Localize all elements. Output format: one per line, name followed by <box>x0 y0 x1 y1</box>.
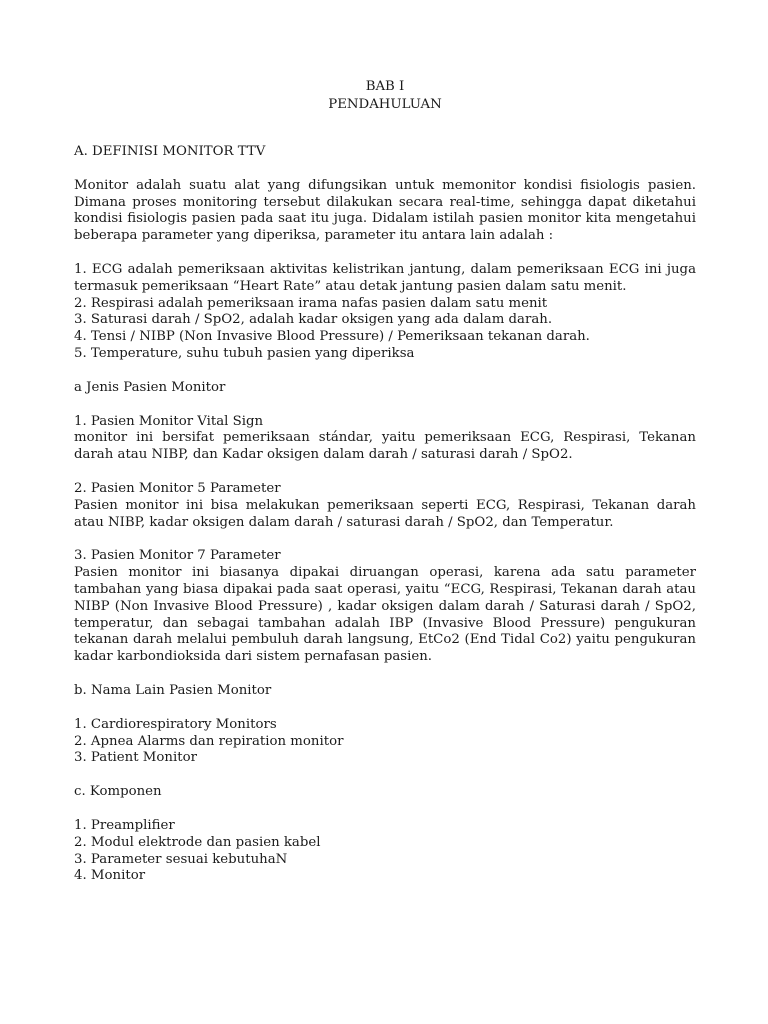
chapter-title: PENDAHULUAN <box>328 97 442 112</box>
list-item: 4. Tensi / NIBP (Non Invasive Blood Pressure) / Pemeriksaan tekanan darah. <box>74 329 590 345</box>
list-item: 1. Preamplifier <box>74 817 175 833</box>
jenis-entry-body: Pasien monitor ini biasanya dipakai diruangan operasi, karena ada satu parameter tambahan yang biasa dipakai pada saat operasi, yaitu “ECG, Respirasi, Tekanan darah atau NIBP (Non Invasive Blood Pressure) , kadar oksigen dalam darah / Saturasi darah / SpO2, temperatur, dan sebagai tambahan adalah IBP (Invasive Blood Pressure) pengukuran tekanan darah melalui pembuluh darah langsung, EtCo2 (End Tidal Co2) yaitu pengukuran kadar karbondioksida dari sistem pernafasan pasien. <box>74 565 696 665</box>
jenis-entry-body: monitor ini bersifat pemeriksaan stándar, yaitu pemeriksaan ECG, Respirasi, Tekanan darah atau NIBP, dan Kadar oksigen dalam darah / saturasi darah / SpO2. <box>74 430 696 463</box>
list-item: 2. Respirasi adalah pemeriksaan irama nafas pasien dalam satu menit <box>74 295 548 311</box>
parameter-list <box>74 262 696 363</box>
list-item: 3. Saturasi darah / SpO2, adalah kadar oksigen yang ada dalam darah. <box>74 312 553 328</box>
jenis-entry-body: Pasien monitor ini bisa melakukan pemeriksaan seperti ECG, Respirasi, Tekanan darah atau NIBP, kadar oksigen dalam darah / saturasi darah / SpO2, dan Temperatur. <box>74 497 696 530</box>
komponen-heading: c. Komponen <box>74 784 162 800</box>
document-content <box>74 78 696 885</box>
jenis-entry-title: 3. Pasien Monitor 7 Parameter <box>74 548 281 564</box>
section-a-heading: A. DEFINISI MONITOR TTV <box>74 144 266 159</box>
jenis-heading: a Jenis Pasien Monitor <box>74 379 226 395</box>
list-item: 2. Apnea Alarms dan repiration monitor <box>74 733 344 749</box>
chapter-number: BAB I <box>365 79 405 94</box>
list-item: 1. ECG adalah pemeriksaan aktivitas kelistrikan jantung, dalam pemeriksaan ECG ini juga termasuk pemeriksaan “Heart Rate” atau detak jantung pasien dalam satu menit. <box>74 261 696 294</box>
list-item: 5. Temperature, suhu tubuh pasien yang diperiksa <box>74 345 415 361</box>
nama-lain-heading: b. Nama Lain Pasien Monitor <box>74 682 272 698</box>
jenis-entry <box>74 414 696 464</box>
komponen-list <box>74 818 696 885</box>
list-item: 3. Parameter sesuai kebutuhaN <box>74 851 288 867</box>
list-item: 4. Monitor <box>74 868 146 884</box>
section-a-intro: Monitor adalah suatu alat yang difungsikan untuk memonitor kondisi fisiologis pasien. Dimana proses monitoring tersebut dilakukan secara real-time, sehingga dapat diketahui kondisi fisiologis pasien pada saat itu juga. Didalam istilah pasien monitor kita mengetahui beberapa parameter yang diperiksa, parameter itu antara lain adalah : <box>74 177 696 244</box>
jenis-entry <box>74 548 696 666</box>
nama-lain-list <box>74 717 696 767</box>
jenis-entry-title: 1. Pasien Monitor Vital Sign <box>74 413 264 429</box>
jenis-entry <box>74 481 696 531</box>
list-item: 2. Modul elektrode dan pasien kabel <box>74 834 321 850</box>
jenis-entry-title: 2. Pasien Monitor 5 Parameter <box>74 480 281 496</box>
list-item: 1. Cardiorespiratory Monitors <box>74 716 277 732</box>
list-item: 3. Patient Monitor <box>74 750 197 766</box>
